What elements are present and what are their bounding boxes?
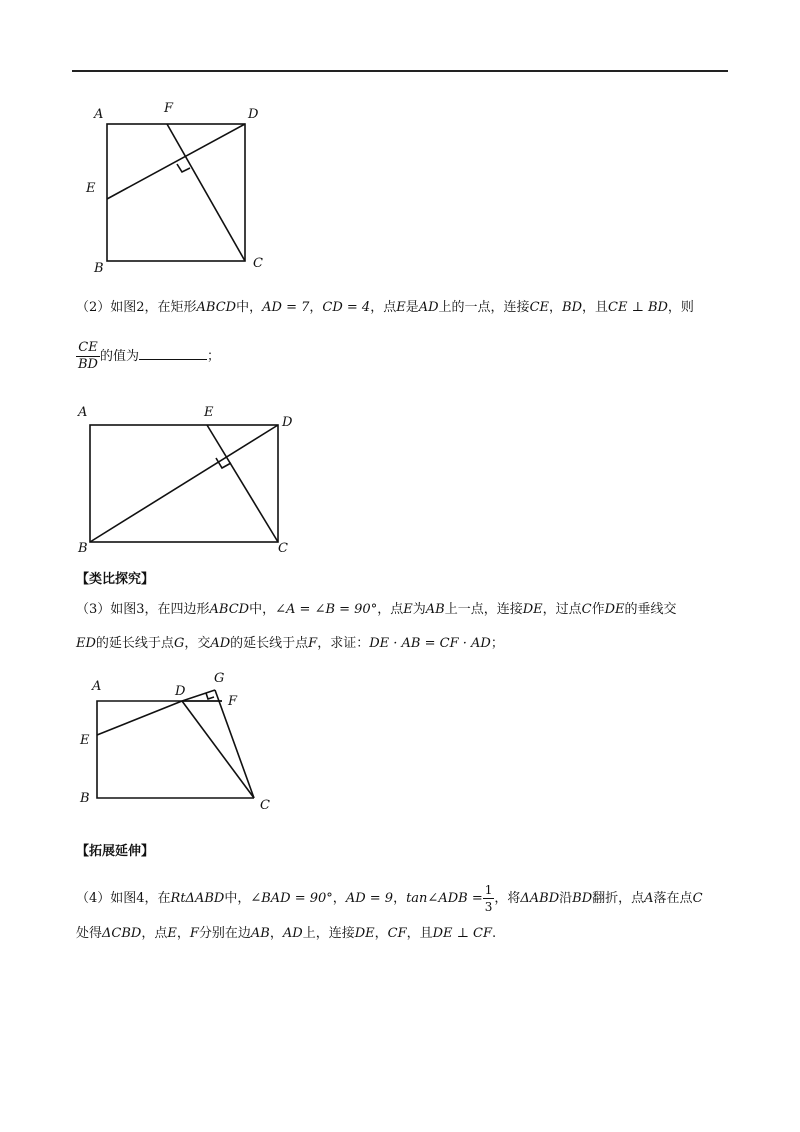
label-e: E (204, 405, 214, 420)
label-b: B (78, 541, 88, 556)
label-a: A (94, 107, 104, 122)
label-e: E (86, 181, 96, 196)
q4-line-1: （4）如图4，在RtΔABD中，∠BAD = 90°，AD = 9，tan∠ADB = $\frac{1}{3}$ ，将ΔABD沿BD翻折，点A落在点C (76, 883, 703, 914)
square-abcd (107, 124, 245, 261)
q4-line-2: 处得ΔCBD，点E，F分别在边AB，AD上，连接DE，CF，且DE ⊥ CF. (76, 926, 497, 941)
segment-dg (182, 690, 215, 701)
label-c: C (253, 256, 263, 271)
figure-1-square (76, 96, 276, 281)
quadrilateral-abcd (97, 701, 254, 798)
segment-bd (90, 425, 278, 542)
label-c: C (260, 798, 270, 813)
q2-line-1: （2）如图2，在矩形ABCD中，AD = 7，CD = 4，点E是AD上的一点，连接CE，BD，且CE ⊥ BD，则 (76, 300, 694, 315)
segment-ed (97, 701, 182, 735)
segment-ed (107, 124, 245, 199)
fraction-one-third: $\frac{1}{3}$ (484, 883, 493, 914)
label-b: B (94, 261, 104, 276)
label-c: C (278, 541, 288, 556)
label-e: E (80, 733, 90, 748)
label-d: D (175, 684, 186, 699)
label-f: F (164, 101, 174, 116)
label-b: B (80, 791, 90, 806)
answer-blank[interactable] (139, 347, 207, 360)
segment-ec (207, 425, 278, 542)
q3-line-1: （3）如图3，在四边形ABCD中，∠A = ∠B = 90°，点E为AB上一点，连接DE，过点C作DE的垂线交 (76, 602, 677, 617)
label-a: A (92, 679, 102, 694)
right-angle-mark (177, 164, 190, 172)
header-rule (72, 70, 728, 72)
q3-line-2: ED的延长线于点G，交AD的延长线于点F，求证：DE · AB = CF · AD； (76, 636, 504, 651)
label-a: A (78, 405, 88, 420)
figure-2-rectangle (70, 396, 310, 561)
label-g: G (214, 671, 225, 686)
segment-dc (182, 701, 254, 798)
label-d: D (282, 415, 293, 430)
q2-line-2: $\frac{CE}{BD}$ 的值为 ； (78, 340, 221, 372)
figure-3-quadrilateral (72, 668, 282, 816)
section-heading-extension: 【拓展延伸】 (76, 844, 155, 859)
right-angle-mark (206, 693, 214, 699)
section-heading-analogy: 【类比探究】 (76, 572, 155, 587)
fraction-ce-bd: $\frac{CE}{BD}$ (78, 340, 98, 372)
label-f: F (228, 694, 238, 709)
label-d: D (248, 107, 259, 122)
